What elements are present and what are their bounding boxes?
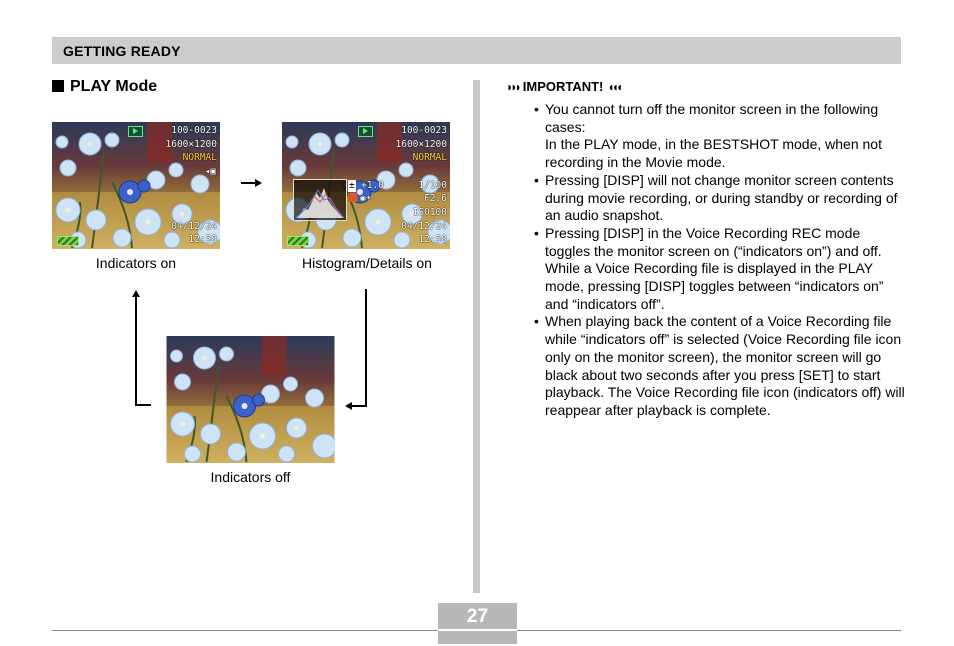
arrow-right-shaft [241, 182, 255, 184]
quality: NORMAL [182, 152, 217, 163]
resolution: 1600×1200 [395, 139, 447, 150]
square-bullet-icon [52, 80, 64, 92]
page-number-box [438, 603, 517, 644]
header-title: GETTING READY [63, 43, 181, 59]
important-left-icon: ◗◗◗ [506, 79, 519, 94]
battery-icon [287, 236, 309, 246]
arrow-right-icon [255, 179, 262, 187]
important-list [534, 101, 906, 420]
arrow-up-shaft [135, 297, 137, 405]
shutter-speed: 1/100 [418, 180, 447, 191]
header-bar [52, 37, 901, 64]
file-number: 100-0023 [171, 125, 217, 136]
play-mode-icon [128, 126, 143, 137]
arrow-left-shaft [352, 405, 367, 407]
time: 12:58 [188, 234, 217, 245]
list-item [534, 225, 906, 314]
section-title-text: PLAY Mode [70, 78, 158, 95]
caption-indicators-on: Indicators on [95, 255, 177, 271]
list-item-text: You cannot turn off the monitor screen in the following cases: [545, 101, 879, 135]
iso: ISO100 [412, 207, 447, 218]
column-divider [473, 80, 480, 593]
time: 12:58 [418, 234, 447, 245]
resolution: 1600×1200 [165, 139, 217, 150]
caption-histogram: Histogram/Details on [302, 255, 432, 271]
list-item [534, 313, 906, 419]
flash-icon: ■ [348, 193, 357, 202]
screen-indicators-on [52, 122, 220, 249]
protect-icon: ◂▣ [204, 166, 216, 177]
file-number: 100-0023 [401, 125, 447, 136]
screen-indicators-off [166, 336, 335, 463]
screen-histogram [282, 122, 450, 249]
list-item-text: When playing back the content of a Voice Recording file while “indicators off” is selected (Voice Recording file icon only on the monitor screen), the monitor screen will go black about two seconds after you press [SET] to start playback. The Voice Recording file icon (indicators off) will reappear after playback is complete. [545, 313, 905, 418]
exposure-compensation: +1.0 [361, 180, 384, 191]
list-item-text: Pressing [DISP] will not change monitor screen contents during movie recording, or during standby or recording of an audio snapshot. [545, 171, 898, 224]
important-right-icon: ◖◖◖ [607, 79, 621, 94]
date: 04/12/24 [171, 221, 217, 232]
ev-icon: ± [349, 180, 355, 191]
battery-icon [57, 236, 79, 246]
list-item-subtext: In the PLAY mode, in the BESTSHOT mode, when not recording in the Movie mode. [545, 136, 882, 171]
quality: NORMAL [412, 152, 447, 163]
aperture: F2.6 [424, 193, 447, 204]
caption-indicators-off: Indicators off [210, 469, 291, 485]
play-mode-icon [358, 126, 373, 137]
important-heading [502, 79, 624, 94]
important-title: IMPORTANT! [522, 79, 604, 94]
arrow-up-icon [132, 290, 140, 297]
arrow-left-icon [345, 402, 352, 410]
histogram [293, 179, 347, 221]
arrow-down-shaft [365, 289, 367, 406]
list-item-text: Pressing [DISP] in the Voice Recording REC mode toggles the monitor screen on (“indicators on”) and off. While a Voice Recording file is displayed in the PLAY mode, pressing [DISP] toggles between “indicators on” and “indicators off”. [545, 224, 884, 312]
section-title [52, 78, 157, 96]
date: 04/12/24 [401, 221, 447, 232]
list-item [534, 101, 906, 172]
list-item [534, 172, 906, 225]
metering-icon: ◉☀ [360, 193, 372, 204]
page-number: 27 [466, 606, 489, 627]
arrow-bottom-shaft [135, 404, 151, 406]
